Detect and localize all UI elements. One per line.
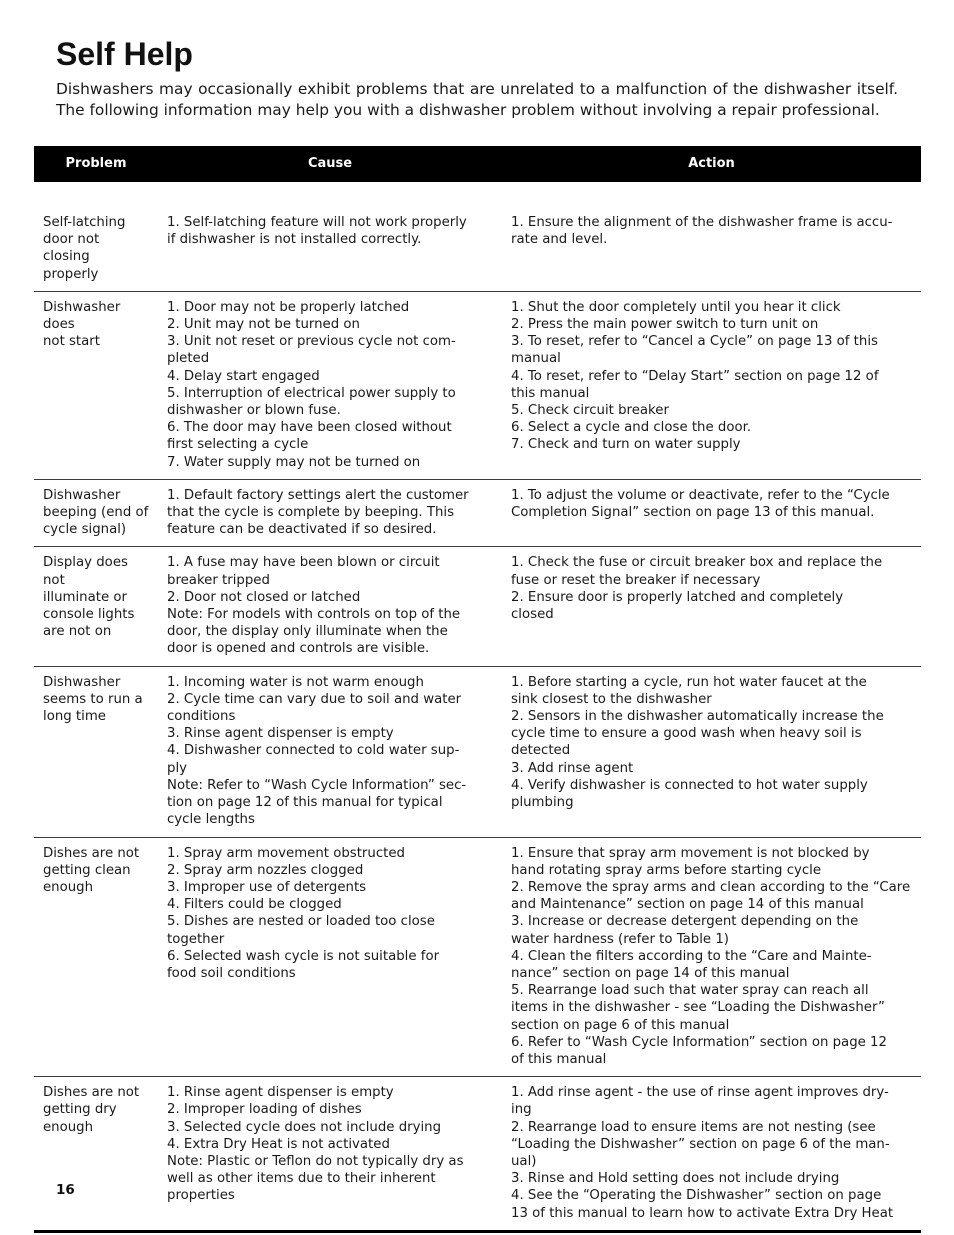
table-body — [34, 182, 921, 1231]
cell-text-line: 5. Check circuit breaker — [511, 403, 669, 419]
cell-text-line: getting clean — [43, 862, 131, 878]
cell-text-line: 1. Door may not be properly latched — [167, 299, 410, 315]
cell-text-line: fuse or reset the breaker if necessary — [511, 572, 761, 588]
cell-text-line: breaker tripped — [167, 572, 270, 588]
cell-text-line: enough — [43, 1119, 94, 1135]
cell-text-line: 6. Select a cycle and close the door. — [511, 420, 752, 436]
cell-text-line: manual — [511, 351, 561, 367]
cell-text-line: 4. Delay start engaged — [167, 368, 320, 384]
cell-text-line: cycle lengths — [167, 812, 255, 828]
cell-text-line: feature can be deactivated if so desired. — [167, 522, 437, 538]
cell-text-line: 13 of this manual to learn how to activate Extra Dry Heat — [511, 1205, 894, 1221]
cell-text-line: Display does not — [43, 555, 128, 588]
cell-text-line: 7. Check and turn on water supply — [511, 437, 741, 453]
cell-text-line: 3. Add rinse agent — [511, 760, 634, 776]
problem-cell — [34, 291, 158, 479]
cell-text-line: cycle signal) — [43, 522, 127, 538]
cell-text-line: food soil conditions — [167, 965, 296, 981]
cell-text-line: ply — [167, 760, 188, 776]
cell-text-line: Self-latching — [43, 215, 126, 230]
cell-text-line: Dishwasher does — [43, 299, 121, 333]
cell-text-line: that the cycle is complete by beeping. This — [167, 505, 455, 521]
cell-text-line: Note: Refer to “Wash Cycle Information” sec- — [167, 777, 467, 793]
cell-text-line: 3. Unit not reset or previous cycle not com- — [167, 334, 456, 350]
cell-text-line: 3. Rinse and Hold setting does not include drying — [511, 1171, 840, 1187]
cell-text-line: pleted — [167, 351, 210, 367]
cell-text-line: long time — [43, 709, 106, 725]
cell-text-line: closed — [511, 607, 554, 623]
cell-text-line: 6. Selected wash cycle is not suitable for — [167, 948, 440, 964]
cell-text-line: 1. Shut the door completely until you hear it click — [511, 299, 841, 315]
cell-text-line: 6. The door may have been closed without — [167, 420, 452, 436]
cell-text-line: conditions — [167, 709, 236, 725]
cell-text-line: 1. A fuse may have been blown or circuit — [167, 555, 440, 571]
cell-text-line: 1. Incoming water is not warm enough — [167, 674, 424, 690]
cell-text-line: 2. Rearrange load to ensure items are not nesting (see — [511, 1119, 876, 1135]
cell-text-line: properties — [167, 1188, 235, 1204]
cell-text-line: section on page 6 of this manual — [511, 1017, 730, 1033]
cell-text-line: Note: Plastic or Teflon do not typically dry as — [167, 1153, 464, 1169]
table-row — [34, 837, 921, 1077]
action-cell — [502, 1077, 921, 1232]
cause-cell — [158, 1077, 502, 1232]
cell-text-line: “Loading the Dishwasher” section on page 6 of the man- — [511, 1136, 890, 1152]
cell-text-line: 3. Rinse agent dispenser is empty — [167, 726, 394, 742]
cell-text-line: water hardness (refer to Table 1) — [511, 931, 729, 947]
cell-text-line: 2. Unit may not be turned on — [167, 317, 360, 333]
cell-text-line: Completion Signal” section on page 13 of this manual. — [511, 505, 875, 521]
cell-text-line: door not closing — [43, 232, 100, 265]
cell-text-line: enough — [43, 879, 94, 895]
table-row — [34, 666, 921, 837]
cell-text-line: Dishwasher — [43, 674, 121, 690]
cell-text-line: detected — [511, 743, 571, 759]
problem-cell — [34, 547, 158, 666]
cell-text-line: 1. Spray arm movement obstructed — [167, 845, 405, 861]
page-title: Self Help — [56, 36, 193, 72]
cell-text-line: 4. Dishwasher connected to cold water sup- — [167, 743, 460, 759]
cell-text-line: Dishes are not — [43, 1085, 140, 1101]
problem-cell — [34, 1077, 158, 1232]
action-cell — [502, 837, 921, 1077]
cell-text-line: and Maintenance” section on page 14 of this manual — [511, 897, 864, 913]
header-problem: Problem — [34, 146, 158, 182]
header-cause: Cause — [158, 146, 502, 182]
cell-text-line: 4. Extra Dry Heat is not activated — [167, 1136, 390, 1152]
cell-text-line: 1. Check the fuse or circuit breaker box and replace the — [511, 555, 883, 571]
cause-cell — [158, 837, 502, 1077]
cell-text-line: 7. Water supply may not be turned on — [167, 454, 421, 470]
cell-text-line: 2. Improper loading of dishes — [167, 1102, 362, 1118]
cell-text-line: Note: For models with controls on top of the — [167, 607, 461, 623]
cell-text-line: items in the dishwasher - see “Loading the Dishwasher” — [511, 1000, 885, 1016]
troubleshooting-table — [34, 146, 921, 1233]
cell-text-line: 4. Verify dishwasher is connected to hot water supply — [511, 777, 868, 793]
page-number: 16 — [56, 1182, 75, 1198]
cell-text-line: 1. Default factory settings alert the customer — [167, 487, 469, 503]
cell-text-line: 1. Add rinse agent - the use of rinse agent improves dry- — [511, 1085, 889, 1101]
header-action: Action — [502, 146, 921, 182]
cell-text-line: well as other items due to their inherent — [167, 1171, 436, 1187]
cell-text-line: 3. Improper use of detergents — [167, 879, 367, 895]
table-row — [34, 1077, 921, 1232]
action-cell — [502, 479, 921, 547]
cell-text-line: 1. Before starting a cycle, run hot water faucet at the — [511, 674, 867, 690]
cell-text-line: ing — [511, 1102, 532, 1118]
cell-text-line: cycle time to ensure a good wash when heavy soil is — [511, 726, 862, 742]
cell-text-line: if dishwasher is not installed correctly. — [167, 232, 422, 248]
cell-text-line: 3. Selected cycle does not include drying — [167, 1119, 442, 1135]
cell-text-line: 2. Remove the spray arms and clean according to the “Care — [511, 879, 911, 895]
cell-text-line: 2. Ensure door is properly latched and completely — [511, 589, 844, 605]
cell-text-line: hand rotating spray arms before starting cycle — [511, 862, 822, 878]
cell-text-line: 5. Interruption of electrical power supply to — [167, 385, 456, 401]
problem-cell — [34, 666, 158, 837]
cell-text-line: 1. To adjust the volume or deactivate, refer to the “Cycle — [511, 487, 890, 503]
cell-text-line: seems to run a — [43, 691, 143, 707]
cell-text-line: 5. Dishes are nested or loaded too close — [167, 914, 435, 930]
cause-cell — [158, 547, 502, 666]
action-cell — [502, 666, 921, 837]
cell-text-line: rate and level. — [511, 232, 608, 248]
problem-cell — [34, 182, 158, 291]
cell-text-line: together — [167, 931, 225, 947]
cell-text-line: tion on page 12 of this manual for typical — [167, 795, 443, 811]
table-row — [34, 291, 921, 479]
cell-text-line: 1. Ensure that spray arm movement is not blocked by — [511, 845, 870, 861]
cell-text-line: 2. Sensors in the dishwasher automatically increase the — [511, 709, 884, 725]
cell-text-line: first selecting a cycle — [167, 437, 309, 453]
cause-cell — [158, 182, 502, 291]
cell-text-line: getting dry — [43, 1102, 117, 1118]
cell-text-line: 1. Ensure the alignment of the dishwasher frame is accu- — [511, 215, 893, 230]
action-cell — [502, 291, 921, 479]
cause-cell — [158, 666, 502, 837]
table-row — [34, 479, 921, 547]
intro-paragraph: Dishwashers may occasionally exhibit problems that are unrelated to a malfunction of the dishwasher itself. The following information may help you with a dishwasher problem without involving a repair professional. — [56, 80, 898, 119]
cell-text-line: 1. Self-latching feature will not work properly — [167, 215, 467, 230]
table-row — [34, 182, 921, 291]
cell-text-line: 4. Clean the filters according to the “Care and Mainte- — [511, 948, 872, 964]
cell-text-line: are not on — [43, 624, 112, 640]
cell-text-line: Dishwasher — [43, 487, 121, 503]
cell-text-line: this manual — [511, 385, 590, 401]
cell-text-line: ual) — [511, 1153, 537, 1169]
cell-text-line: illuminate or — [43, 589, 127, 605]
cell-text-line: 2. Spray arm nozzles clogged — [167, 862, 364, 878]
cell-text-line: dishwasher or blown fuse. — [167, 403, 341, 419]
cell-text-line: Dishes are not — [43, 845, 140, 861]
problem-cell — [34, 837, 158, 1077]
cell-text-line: door, the display only illuminate when the — [167, 624, 448, 640]
cell-text-line: beeping (end of — [43, 505, 149, 521]
cause-cell — [158, 479, 502, 547]
cell-text-line: 6. Refer to “Wash Cycle Information” section on page 12 — [511, 1034, 887, 1050]
cell-text-line: of this manual — [511, 1051, 607, 1067]
cell-text-line: console lights — [43, 607, 135, 623]
cell-text-line: not start — [43, 334, 100, 350]
cell-text-line: 4. To reset, refer to “Delay Start” section on page 12 of — [511, 368, 879, 384]
cell-text-line: 4. Filters could be clogged — [167, 897, 342, 913]
table-header-row — [34, 146, 921, 182]
cell-text-line: plumbing — [511, 795, 574, 811]
cell-text-line: door is opened and controls are visible. — [167, 641, 430, 657]
cell-text-line: 5. Rearrange load such that water spray can reach all — [511, 983, 869, 999]
cell-text-line: 2. Door not closed or latched — [167, 589, 361, 605]
action-cell — [502, 182, 921, 291]
action-cell — [502, 547, 921, 666]
cell-text-line: 1. Rinse agent dispenser is empty — [167, 1085, 394, 1101]
cell-text-line: 4. See the “Operating the Dishwasher” section on page — [511, 1188, 882, 1204]
cell-text-line: 3. Increase or decrease detergent depending on the — [511, 914, 859, 930]
problem-cell — [34, 479, 158, 547]
cell-text-line: nance” section on page 14 of this manual — [511, 965, 790, 981]
table-row — [34, 547, 921, 666]
cell-text-line: 2. Press the main power switch to turn unit on — [511, 317, 819, 333]
cell-text-line: sink closest to the dishwasher — [511, 691, 712, 707]
cell-text-line: 3. To reset, refer to “Cancel a Cycle” on page 13 of this — [511, 334, 878, 350]
cause-cell — [158, 291, 502, 479]
cell-text-line: 2. Cycle time can vary due to soil and water — [167, 691, 462, 707]
cell-text-line: properly — [43, 266, 99, 282]
